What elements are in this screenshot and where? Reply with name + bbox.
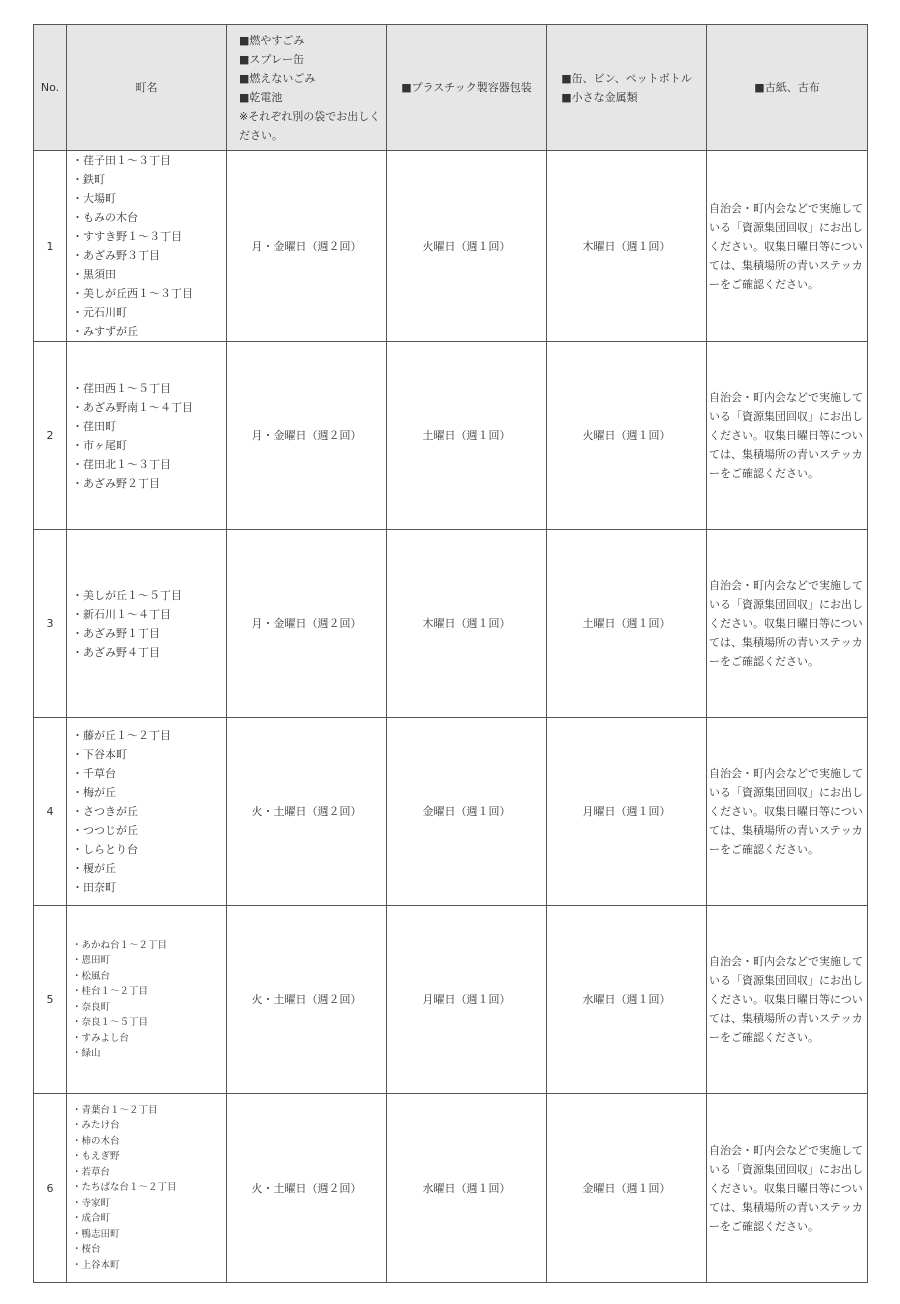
town-list-cell — [67, 342, 227, 530]
plastic-day: 金曜日（週１回） — [387, 718, 547, 906]
table-row — [34, 530, 868, 718]
town-item: ・しらとり台 — [72, 843, 138, 856]
paper-note: 自治会・町内会などで実施している「資源集団回収」にお出しください。収集日曜日等については、集積場所の青いステッカーをご確認ください。 — [707, 906, 868, 1094]
header-burnable-line: ■乾電池 — [239, 90, 283, 104]
header-no: No. — [34, 25, 67, 151]
cans-day: 土曜日（週１回） — [547, 530, 707, 718]
town-list — [72, 379, 226, 493]
burnable-day: 火・土曜日（週２回） — [227, 1094, 387, 1283]
town-list-cell — [67, 718, 227, 906]
burnable-day: 火・土曜日（週２回） — [227, 906, 387, 1094]
paper-note: 自治会・町内会などで実施している「資源集団回収」にお出しください。収集日曜日等については、集積場所の青いステッカーをご確認ください。 — [707, 1094, 868, 1283]
header-town: 町名 — [67, 25, 227, 151]
table-row — [34, 906, 868, 1094]
town-item: ・恩田町 — [72, 955, 111, 966]
header-burnable-line: ■スプレー缶 — [239, 52, 304, 66]
town-item: ・奈良１～５丁目 — [72, 1017, 149, 1028]
town-item: ・千草台 — [72, 767, 116, 780]
town-item: ・たちばな台１～２丁目 — [72, 1182, 177, 1194]
burnable-day: 月・金曜日（週２回） — [227, 151, 387, 342]
plastic-day: 水曜日（週１回） — [387, 1094, 547, 1283]
town-item: ・榎が丘 — [72, 862, 116, 875]
header-plastic: ■プラスチック製容器包装 — [387, 25, 547, 151]
town-item: ・梅が丘 — [72, 786, 116, 799]
town-list-cell — [67, 151, 227, 342]
town-item: ・さつきが丘 — [72, 805, 138, 818]
collection-schedule-table — [33, 24, 868, 1283]
header-burnable-line: ■燃えないごみ — [239, 71, 316, 85]
town-item: ・荏田北１～３丁目 — [72, 457, 171, 471]
town-list-cell — [67, 906, 227, 1094]
town-item: ・荏田町 — [72, 419, 116, 433]
town-item: ・寺家町 — [72, 1197, 111, 1209]
town-item: ・美しが丘１～５丁目 — [72, 588, 182, 602]
town-item: ・奈良町 — [72, 1001, 111, 1013]
town-item: ・すすき野１～３丁目 — [72, 230, 183, 243]
cans-day: 火曜日（週１回） — [547, 342, 707, 530]
town-item: ・下谷本町 — [72, 748, 127, 761]
town-item: ・鉄町 — [72, 173, 105, 186]
cans-day: 水曜日（週１回） — [547, 906, 707, 1094]
row-number: 2 — [34, 342, 67, 530]
town-item: ・あざみ野南１～４丁目 — [72, 400, 193, 414]
town-item: ・市ヶ尾町 — [72, 438, 127, 452]
town-item: ・あざみ野２丁目 — [72, 476, 160, 490]
table-row — [34, 718, 868, 906]
town-item: ・緑山 — [72, 1048, 101, 1059]
plastic-day: 土曜日（週１回） — [387, 342, 547, 530]
town-item: ・あざみ野３丁目 — [72, 249, 160, 262]
header-cans-line: ■缶、ビン、ペットボトル — [561, 71, 692, 85]
town-item: ・荏子田１～３丁目 — [72, 154, 171, 167]
town-item: ・あざみ野４丁目 — [72, 645, 160, 659]
town-list — [72, 586, 226, 662]
town-item: ・黒須田 — [72, 268, 116, 281]
town-list — [72, 726, 226, 897]
burnable-day: 月・金曜日（週２回） — [227, 530, 387, 718]
town-item: ・鴨志田町 — [72, 1228, 120, 1240]
row-number: 4 — [34, 718, 67, 906]
paper-note: 自治会・町内会などで実施している「資源集団回収」にお出しください。収集日曜日等については、集積場所の青いステッカーをご確認ください。 — [707, 342, 868, 530]
table-row — [34, 342, 868, 530]
header-burnable — [227, 25, 387, 151]
paper-note: 自治会・町内会などで実施している「資源集団回収」にお出しください。収集日曜日等については、集積場所の青いステッカーをご確認ください。 — [707, 151, 868, 342]
town-item: ・青葉台１～２丁目 — [72, 1104, 158, 1116]
town-item: ・あかね台１～２丁目 — [72, 939, 168, 951]
town-item: ・成合町 — [72, 1213, 111, 1225]
row-number: 3 — [34, 530, 67, 718]
header-paper: ■古紙、古布 — [707, 25, 868, 151]
header-cans-line: ■小さな金属類 — [561, 90, 638, 104]
town-item: ・みたけ台 — [72, 1120, 120, 1132]
header-burnable-note: ※それぞれ別の袋でお出しください。 — [239, 109, 381, 142]
town-list — [72, 938, 226, 1062]
town-list — [72, 151, 226, 341]
burnable-day: 月・金曜日（週２回） — [227, 342, 387, 530]
town-item: ・上谷本町 — [72, 1259, 120, 1271]
town-item: ・新石川１～４丁目 — [72, 607, 171, 621]
header-cans — [547, 25, 707, 151]
town-item: ・もみの木台 — [72, 211, 138, 224]
paper-note: 自治会・町内会などで実施している「資源集団回収」にお出しください。収集日曜日等については、集積場所の青いステッカーをご確認ください。 — [707, 530, 868, 718]
town-item: ・みすずが丘 — [72, 325, 139, 338]
row-number: 5 — [34, 906, 67, 1094]
town-item: ・元石川町 — [72, 306, 127, 319]
row-number: 1 — [34, 151, 67, 342]
row-number: 6 — [34, 1094, 67, 1283]
table-row — [34, 1094, 868, 1283]
town-item: ・もえぎ野 — [72, 1151, 120, 1163]
town-item: ・桂台１～２丁目 — [72, 986, 149, 997]
town-list-cell — [67, 530, 227, 718]
town-item: ・田奈町 — [72, 881, 116, 894]
plastic-day: 木曜日（週１回） — [387, 530, 547, 718]
town-item: ・柿の木台 — [72, 1135, 120, 1147]
cans-day: 月曜日（週１回） — [547, 718, 707, 906]
paper-note: 自治会・町内会などで実施している「資源集団回収」にお出しください。収集日曜日等については、集積場所の青いステッカーをご確認ください。 — [707, 718, 868, 906]
town-item: ・大場町 — [72, 192, 116, 205]
town-item: ・すみよし台 — [72, 1032, 130, 1044]
town-item: ・松風台 — [72, 970, 111, 982]
table-row — [34, 151, 868, 342]
town-list — [72, 1103, 226, 1274]
town-item: ・荏田西１～５丁目 — [72, 381, 171, 395]
town-item: ・藤が丘１～２丁目 — [72, 729, 171, 742]
header-row — [34, 25, 868, 151]
town-list-cell — [67, 1094, 227, 1283]
town-item: ・つつじが丘 — [72, 824, 138, 837]
plastic-day: 火曜日（週１回） — [387, 151, 547, 342]
burnable-day: 火・土曜日（週２回） — [227, 718, 387, 906]
plastic-day: 月曜日（週１回） — [387, 906, 547, 1094]
town-item: ・若草台 — [72, 1166, 111, 1178]
cans-day: 木曜日（週１回） — [547, 151, 707, 342]
town-item: ・あざみ野１丁目 — [72, 626, 160, 640]
town-item: ・美しが丘西１～３丁目 — [72, 287, 193, 300]
town-item: ・桜台 — [72, 1244, 101, 1256]
cans-day: 金曜日（週１回） — [547, 1094, 707, 1283]
header-burnable-line: ■燃やすごみ — [239, 33, 305, 47]
